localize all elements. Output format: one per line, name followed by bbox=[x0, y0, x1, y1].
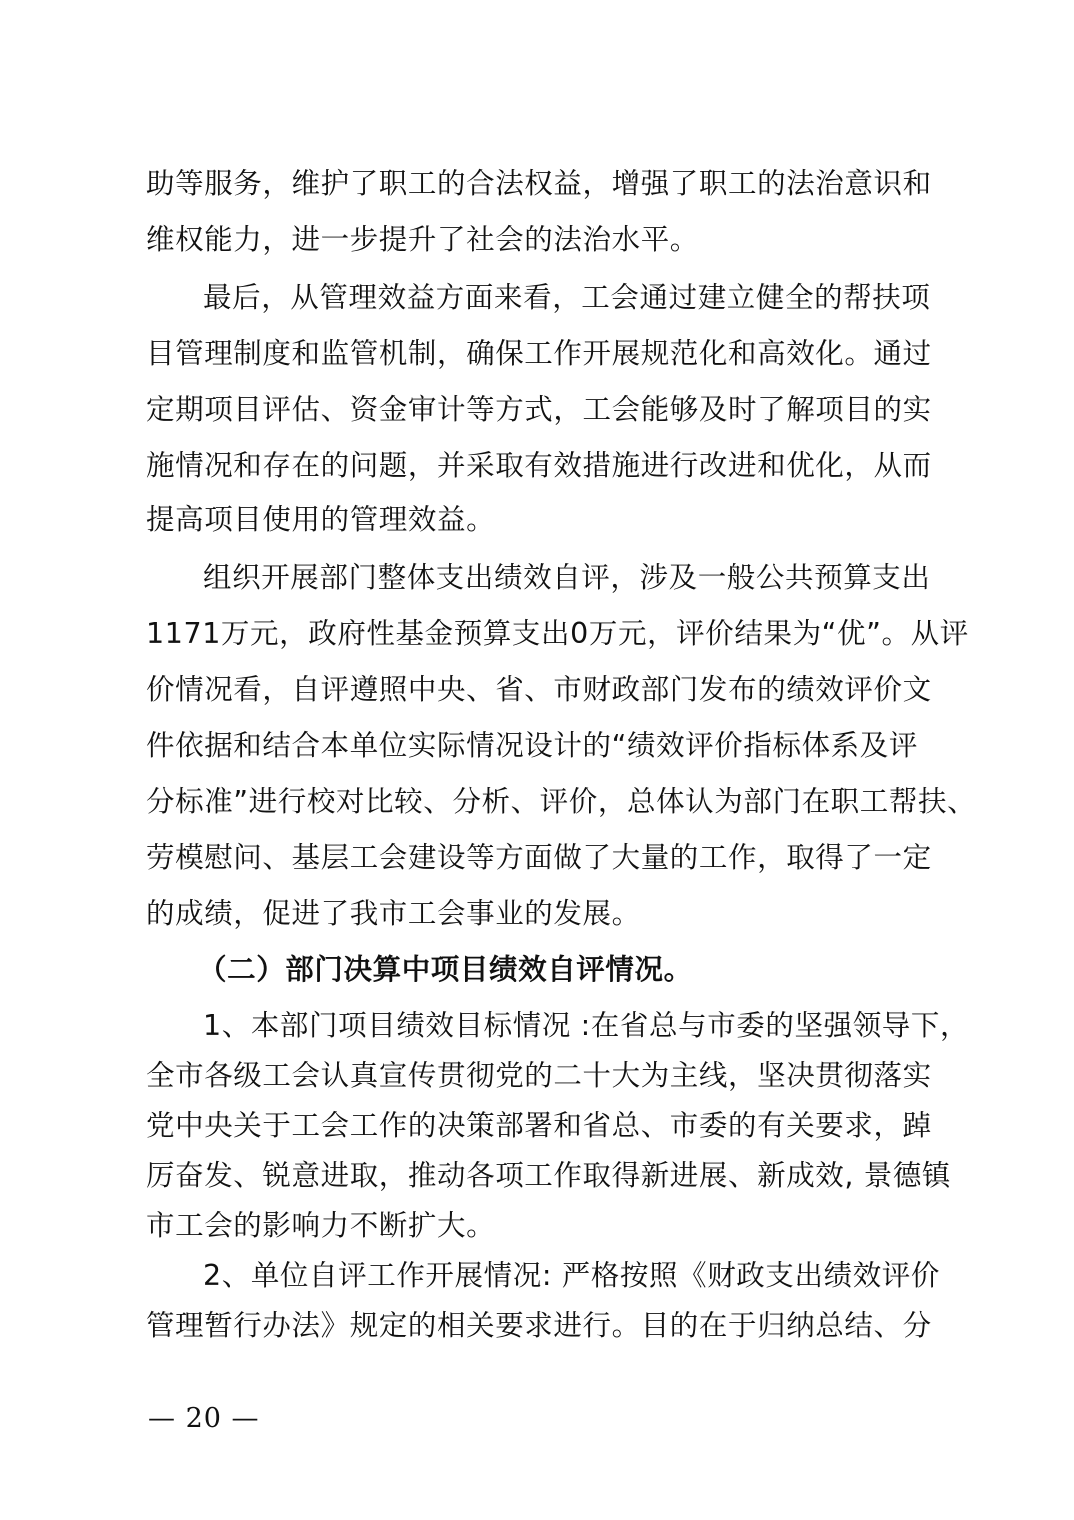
paragraph-line: 件依据和结合本单位实际情况设计的“绩效评价指标体系及评 bbox=[146, 729, 918, 762]
paragraph-line: 助等服务，维护了职工的合法权益，增强了职工的法治意识和 bbox=[146, 167, 932, 200]
paragraph-line: 价情况看，自评遵照中央、省、市财政部门发布的绩效评价文 bbox=[146, 673, 932, 706]
paragraph-line: 目管理制度和监管机制，确保工作开展规范化和高效化。通过 bbox=[146, 337, 932, 370]
paragraph-line: 施情况和存在的问题，并采取有效措施进行改进和优化，从而 bbox=[146, 449, 932, 482]
paragraph-line: 定期项目评估、资金审计等方式，工会能够及时了解项目的实 bbox=[146, 393, 932, 426]
paragraph-line: 分标准”进行校对比较、分析、评价，总体认为部门在职工帮扶、 bbox=[146, 785, 977, 818]
paragraph-line: 维权能力，进一步提升了社会的法治水平。 bbox=[146, 223, 699, 256]
paragraph-line: 市工会的影响力不断扩大。 bbox=[146, 1209, 496, 1242]
paragraph-line: 2、单位自评工作开展情况: 严格按照《财政支出绩效评价 bbox=[203, 1259, 940, 1292]
section-heading: （二）部门决算中项目绩效自评情况。 bbox=[198, 953, 693, 986]
paragraph-line: 管理暂行办法》规定的相关要求进行。目的在于归纳总结、分 bbox=[146, 1309, 932, 1342]
paragraph-line: 全市各级工会认真宣传贯彻党的二十大为主线，坚决贯彻落实 bbox=[146, 1059, 932, 1092]
paragraph-line: 1171万元，政府性基金预算支出0万元，评价结果为“优”。从评 bbox=[146, 617, 969, 650]
page-number: — 20 — bbox=[148, 1403, 260, 1434]
paragraph-line: 最后，从管理效益方面来看，工会通过建立健全的帮扶项 bbox=[203, 281, 931, 314]
paragraph-line: 的成绩，促进了我市工会事业的发展。 bbox=[146, 897, 641, 930]
paragraph-line: 劳模慰问、基层工会建设等方面做了大量的工作，取得了一定 bbox=[146, 841, 932, 874]
paragraph-line: 提高项目使用的管理效益。 bbox=[146, 503, 496, 536]
paragraph-line: 党中央关于工会工作的决策部署和省总、市委的有关要求，踔 bbox=[146, 1109, 932, 1142]
paragraph-line: 1、本部门项目绩效目标情况 :在省总与市委的坚强领导下， bbox=[203, 1009, 970, 1042]
paragraph-line: 厉奋发、锐意进取，推动各项工作取得新进展、新成效, 景德镇 bbox=[146, 1159, 952, 1192]
paragraph-line: 组织开展部门整体支出绩效自评，涉及一般公共预算支出 bbox=[203, 561, 931, 594]
